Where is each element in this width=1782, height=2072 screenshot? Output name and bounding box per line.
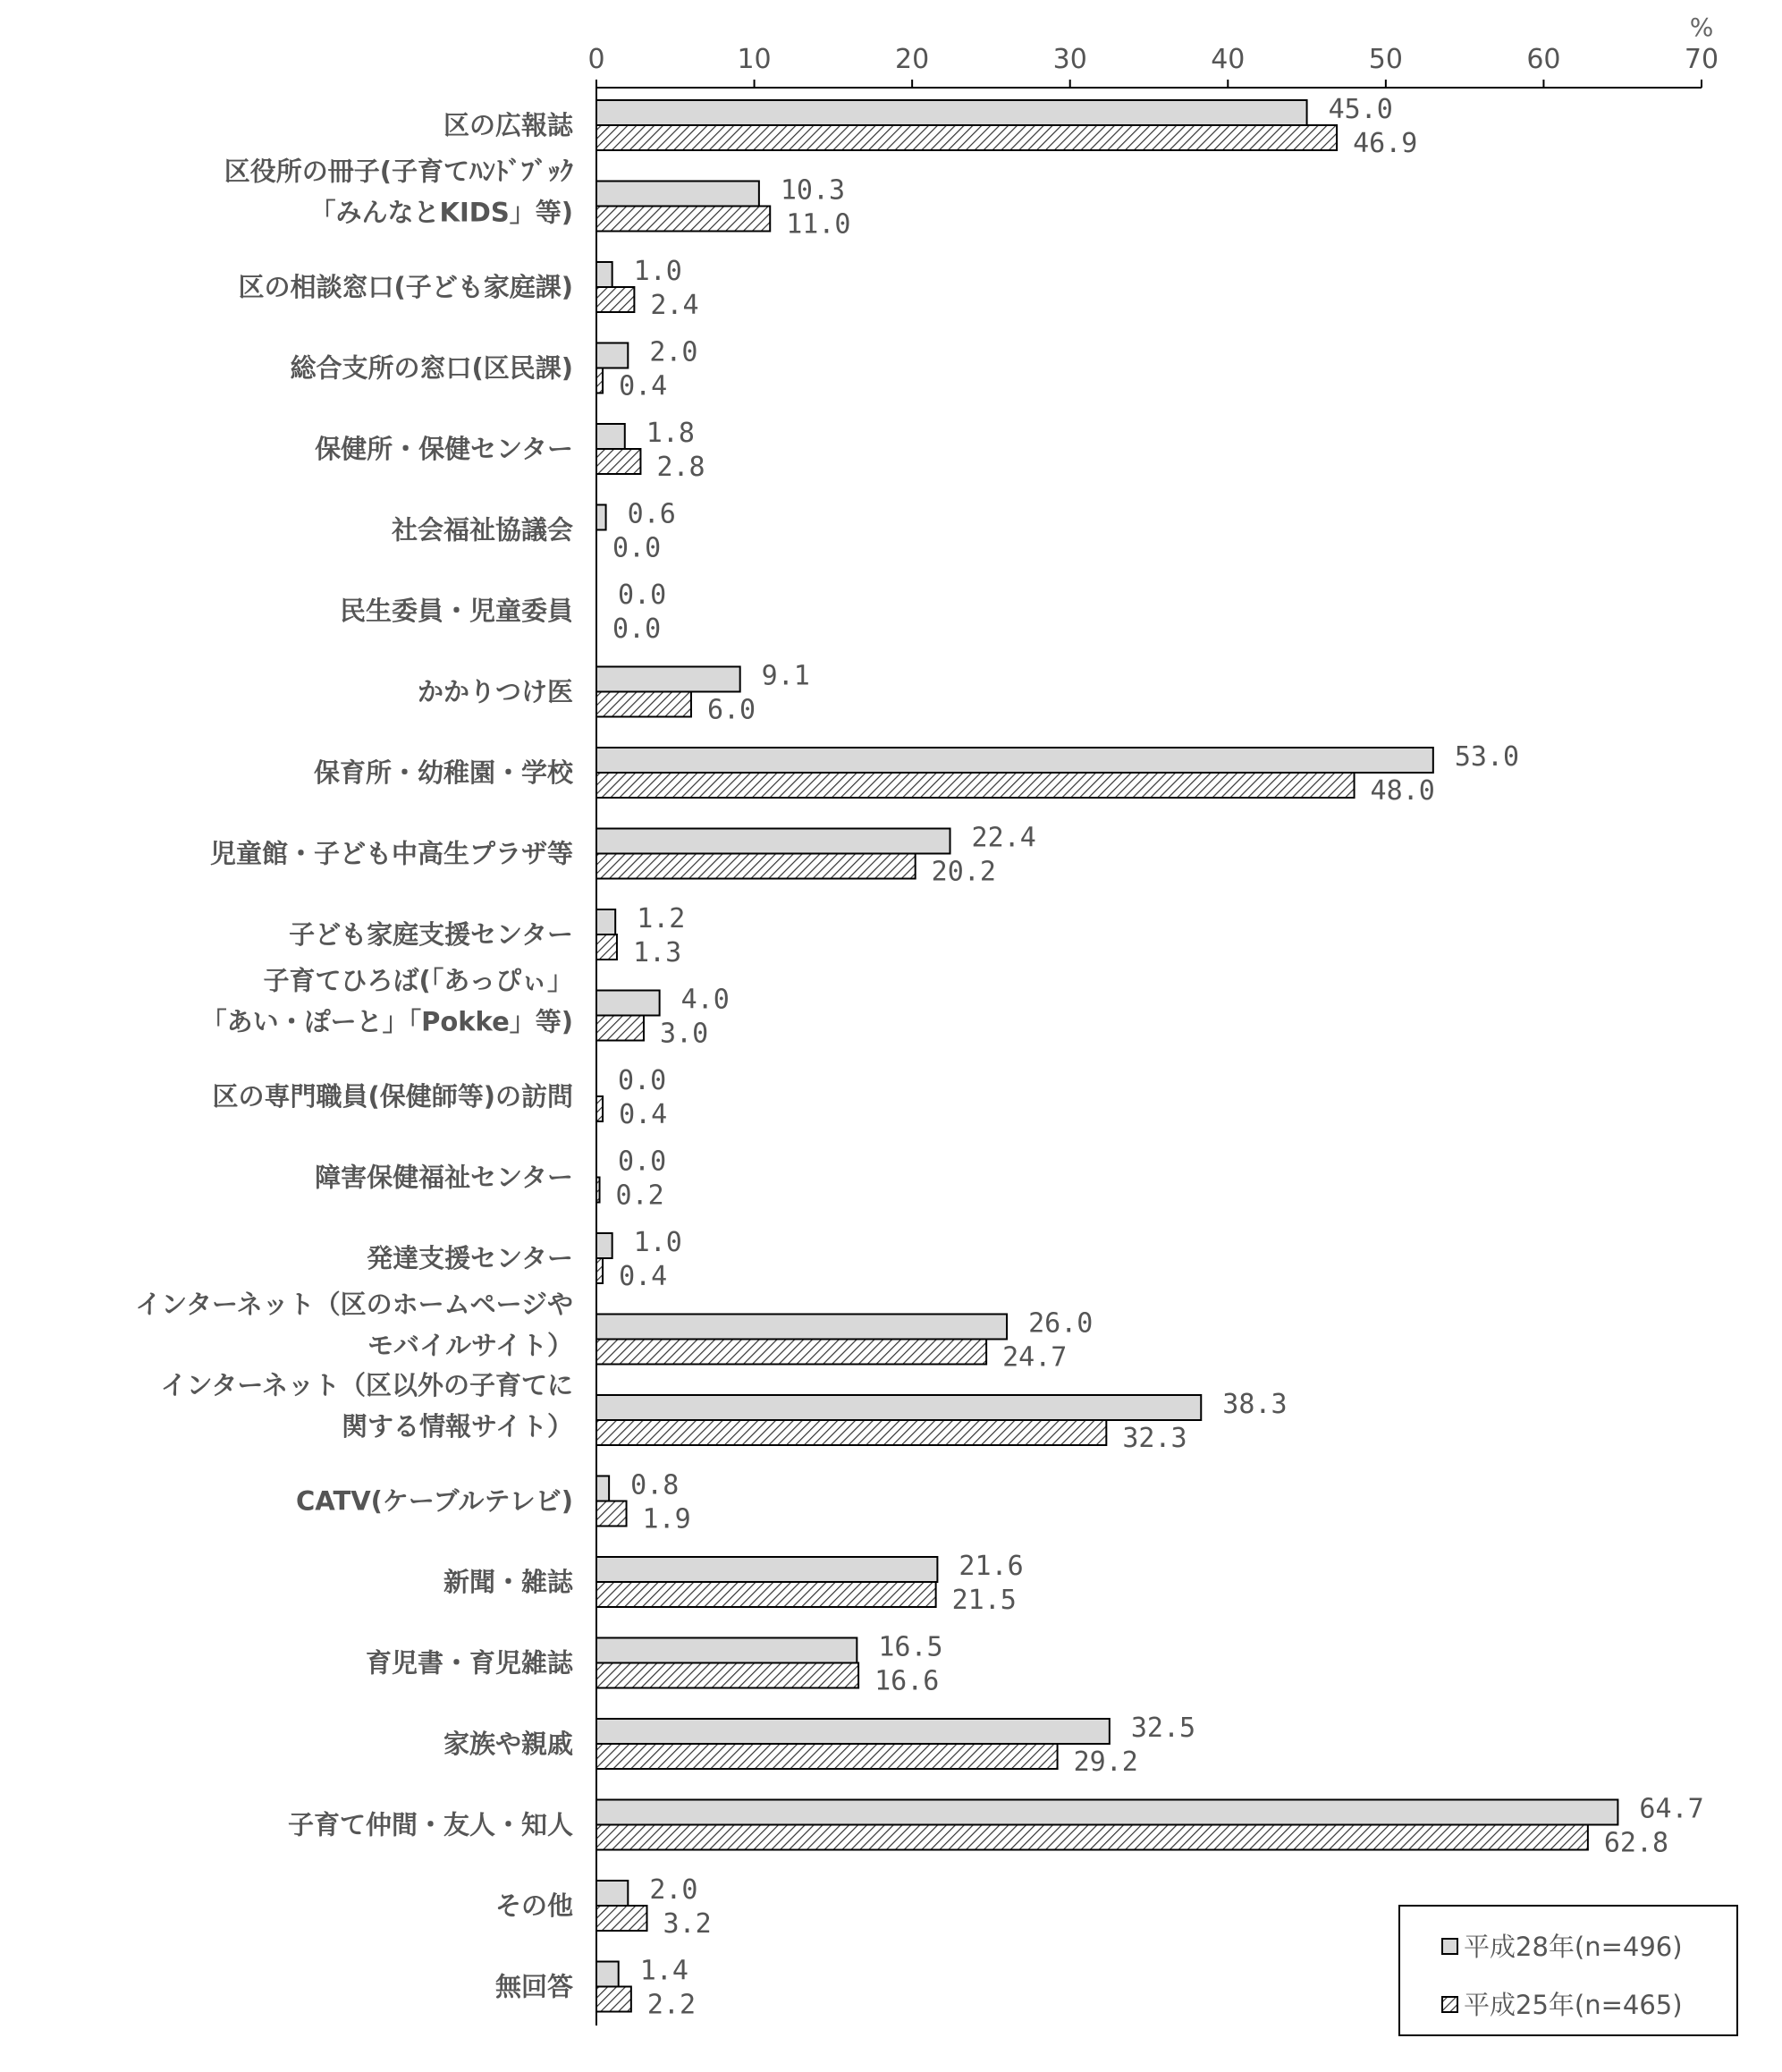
bar-series-2: [596, 207, 770, 232]
data-label: 0.8: [630, 1469, 680, 1501]
bar-series-1: [596, 829, 950, 854]
data-label: 1.9: [642, 1503, 691, 1535]
x-tick-label: 30: [1052, 44, 1087, 75]
legend-swatch-solid: [1442, 1939, 1457, 1954]
data-label: 2.0: [649, 336, 698, 368]
category-label: 保健所・保健センター: [315, 434, 573, 464]
bar-series-2: [596, 1340, 986, 1365]
category-label: 民生委員・児童委員: [339, 596, 573, 626]
data-label: 0.4: [619, 1261, 668, 1292]
bar-series-2: [596, 1501, 627, 1527]
bar-series-1: [596, 1638, 857, 1663]
category-label: 育児書・育児雑誌: [365, 1647, 573, 1679]
data-label: 1.0: [633, 1227, 682, 1258]
bar-series-2: [596, 1178, 600, 1203]
legend-label-series-2: 平成25年(n=465): [1464, 1990, 1683, 2020]
category-label: 区役所の冊子(子育てﾊﾝﾄﾞﾌﾞｯｸ: [224, 156, 573, 187]
data-label: 64.7: [1639, 1793, 1704, 1825]
x-tick-label: 10: [737, 44, 772, 75]
bar-series-1: [596, 1962, 619, 1987]
bar-series-1: [596, 748, 1433, 773]
data-label: 10.3: [780, 174, 846, 207]
bar-series-2: [596, 1744, 1058, 1769]
data-label: 62.8: [1603, 1827, 1669, 1859]
x-tick-label: 70: [1684, 44, 1719, 75]
bar-series-2: [596, 935, 617, 960]
data-label: 2.0: [649, 1874, 698, 1906]
bar-series-2: [596, 1096, 603, 1121]
bar-series-2: [596, 1663, 858, 1688]
data-label: 9.1: [761, 660, 810, 692]
data-label: 2.2: [646, 1989, 697, 2021]
category-labels: [135, 110, 574, 2002]
bar-series-1: [596, 182, 759, 207]
category-label: 区の相談窓口(子ども家庭課): [238, 272, 573, 302]
data-label: 6.0: [706, 694, 756, 726]
category-label: 新聞・雑誌: [443, 1567, 573, 1597]
bar-series-1: [596, 343, 628, 368]
data-label: 0.0: [618, 579, 667, 611]
bar-series-1: [596, 1476, 609, 1501]
bar-series-1: [596, 424, 625, 449]
data-label: 3.0: [659, 1018, 709, 1050]
category-label: 区の広報誌: [443, 110, 573, 140]
bar-series-2: [596, 368, 603, 393]
bar-series-1: [596, 1881, 628, 1906]
category-label: その他: [494, 1890, 573, 1921]
data-label: 1.4: [639, 1955, 688, 1987]
bar-series-1: [596, 1557, 937, 1582]
data-label: 53.0: [1454, 741, 1520, 773]
data-label: 21.6: [959, 1551, 1024, 1582]
data-label: 0.0: [612, 613, 662, 645]
data-label: 2.8: [656, 452, 705, 483]
bar-series-1: [596, 667, 740, 692]
data-label: 0.0: [618, 1146, 667, 1178]
data-label: 0.2: [615, 1180, 664, 1212]
unit-label: %: [1689, 13, 1714, 42]
data-label: 26.0: [1028, 1307, 1094, 1340]
data-label: 4.0: [680, 984, 730, 1016]
data-label: 0.0: [618, 1065, 667, 1096]
data-label: 3.2: [663, 1908, 712, 1940]
data-label: 0.4: [619, 1099, 668, 1130]
bar-series-2: [596, 287, 634, 312]
legend: [1399, 1906, 1737, 2035]
x-tick-label: 20: [895, 44, 930, 75]
bar-series-1: [596, 909, 615, 935]
bar-series-2: [596, 1987, 631, 2012]
data-label: 46.9: [1353, 128, 1418, 159]
category-label: インターネット（区のホームページや: [135, 1289, 573, 1320]
category-label: 「あい・ぽーと」「Pokke」等): [200, 1006, 573, 1037]
category-label: 無回答: [494, 1971, 573, 2002]
category-label: 保育所・幼稚園・学校: [313, 757, 573, 788]
data-label: 20.2: [931, 856, 996, 888]
data-label: 16.6: [874, 1665, 940, 1697]
category-label: 区の専門職員(保健師等)の訪問: [212, 1081, 573, 1112]
category-label: 子育て仲間・友人・知人: [287, 1809, 573, 1840]
data-label: 0.4: [619, 370, 668, 402]
data-label: 11.0: [786, 208, 851, 241]
category-label: 関する情報サイト）: [342, 1411, 573, 1442]
legend-swatch-hatch: [1442, 1997, 1457, 2012]
bar-series-1: [596, 505, 606, 530]
data-label: 45.0: [1328, 94, 1393, 125]
bar-series-2: [596, 692, 691, 717]
x-tick-label: 0: [587, 44, 605, 75]
data-label: 32.5: [1130, 1713, 1196, 1744]
bar-series-2: [596, 773, 1355, 798]
category-label: CATV(ケーブルテレビ): [295, 1485, 573, 1517]
x-tick-label: 60: [1526, 44, 1561, 75]
category-label: かかりつけ医: [417, 676, 573, 707]
legend-label-series-1: 平成28年(n=496): [1464, 1932, 1683, 1962]
bar-series-1: [596, 991, 660, 1016]
bar-series-1: [596, 1719, 1110, 1744]
bar-series-1: [596, 1315, 1007, 1340]
bars: [596, 94, 1704, 2021]
data-label: 29.2: [1073, 1746, 1138, 1778]
data-label: 32.3: [1122, 1423, 1187, 1454]
bar-series-2: [596, 1420, 1106, 1445]
bar-series-2: [596, 1258, 603, 1283]
x-tick-label: 40: [1211, 44, 1246, 75]
data-label: 16.5: [878, 1631, 943, 1663]
bar-series-2: [596, 125, 1337, 150]
data-label: 38.3: [1222, 1389, 1288, 1420]
bar-series-1: [596, 1233, 612, 1258]
data-label: 0.0: [612, 532, 662, 564]
data-label: 2.4: [650, 290, 699, 321]
bar-series-2: [596, 449, 640, 474]
category-label: 「みんなとKIDS」等): [309, 197, 573, 228]
category-label: 総合支所の窓口(区民課): [290, 352, 573, 384]
category-label: 社会福祉協議会: [391, 514, 573, 545]
data-label: 1.0: [633, 256, 682, 287]
bar-series-2: [596, 1906, 647, 1931]
data-label: 0.6: [627, 498, 676, 530]
category-label: 児童館・子ども中高生プラザ等: [209, 838, 573, 869]
data-label: 24.7: [1002, 1341, 1068, 1374]
data-label: 1.2: [637, 903, 686, 935]
bar-series-1: [596, 1395, 1201, 1420]
data-label: 22.4: [971, 822, 1036, 854]
data-label: 48.0: [1370, 775, 1435, 807]
x-tick-label: 50: [1368, 44, 1403, 75]
category-label: インターネット（区以外の子育てに: [160, 1370, 573, 1400]
category-label: 子育てひろば(「あっぴぃ」: [263, 965, 573, 996]
bar-series-2: [596, 854, 916, 879]
category-label: モバイルサイト）: [367, 1330, 573, 1361]
bar-series-2: [596, 1582, 936, 1607]
category-label: 障害保健福祉センター: [315, 1162, 573, 1193]
category-label: 発達支援センター: [367, 1243, 573, 1273]
bar-series-1: [596, 1800, 1617, 1825]
bar-series-2: [596, 1825, 1588, 1850]
category-label: 家族や親戚: [443, 1729, 573, 1759]
data-label: 21.5: [951, 1585, 1017, 1616]
bar-series-1: [596, 262, 612, 287]
category-label: 子ども家庭支援センター: [289, 919, 573, 950]
bar-series-1: [596, 100, 1307, 125]
bar-series-2: [596, 1016, 644, 1041]
data-label: 1.3: [632, 937, 682, 968]
data-label: 1.8: [646, 418, 695, 449]
